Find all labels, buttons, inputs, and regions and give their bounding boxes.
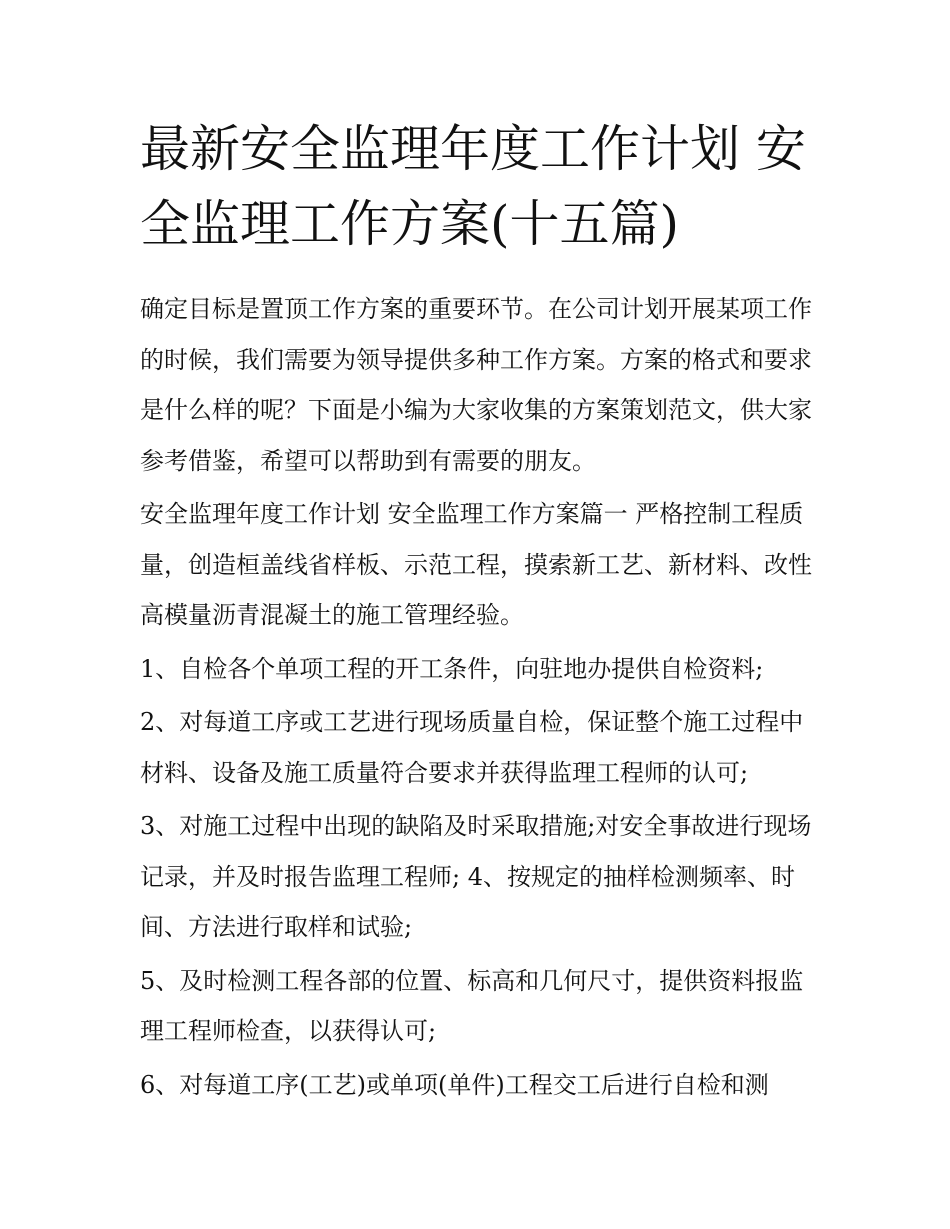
list-item: 1、自检各个单项工程的开工条件，向驻地办提供自检资料; — [140, 654, 764, 683]
intro-paragraph: 确定目标是置顶工作方案的重要环节。在公司计划开展某项工作的时候，我们需要为领导提供多种工作方案。方案的格式和要求是什么样的呢？下面是小编为大家收集的方案策划范文，供大家参考借鉴，希望可以帮助到有需要的朋友。 — [140, 295, 812, 475]
list-item: 6、对每道工序(工艺)或单项(单件)工程交工后进行自检和测 — [140, 1070, 769, 1099]
list-item: 5、及时检测工程各部的位置、标高和几何尺寸，提供资料报监理工程师检查，以获得认可; — [140, 966, 804, 1045]
section-one-paragraph: 安全监理年度工作计划 安全监理工作方案篇一 严格控制工程质量，创造桓盖线省样板、示范工程，摸索新工艺、新材料、改性高模量沥青混凝土的施工管理经验。 — [140, 500, 812, 629]
page-title: 最新安全监理年度工作计划 安全监理工作方案(十五篇) — [140, 120, 806, 253]
list-item: 3、对施工过程中出现的缺陷及时采取措施;对安全事故进行现场记录，并及时报告监理工程师; 4、按规定的抽样检测频率、时间、方法进行取样和试验; — [140, 812, 812, 941]
list-item: 2、对每道工序或工艺进行现场质量自检，保证整个施工过程中材料、设备及施工质量符合要求并获得监理工程师的认可; — [140, 708, 804, 787]
document-body — [140, 112, 812, 1113]
